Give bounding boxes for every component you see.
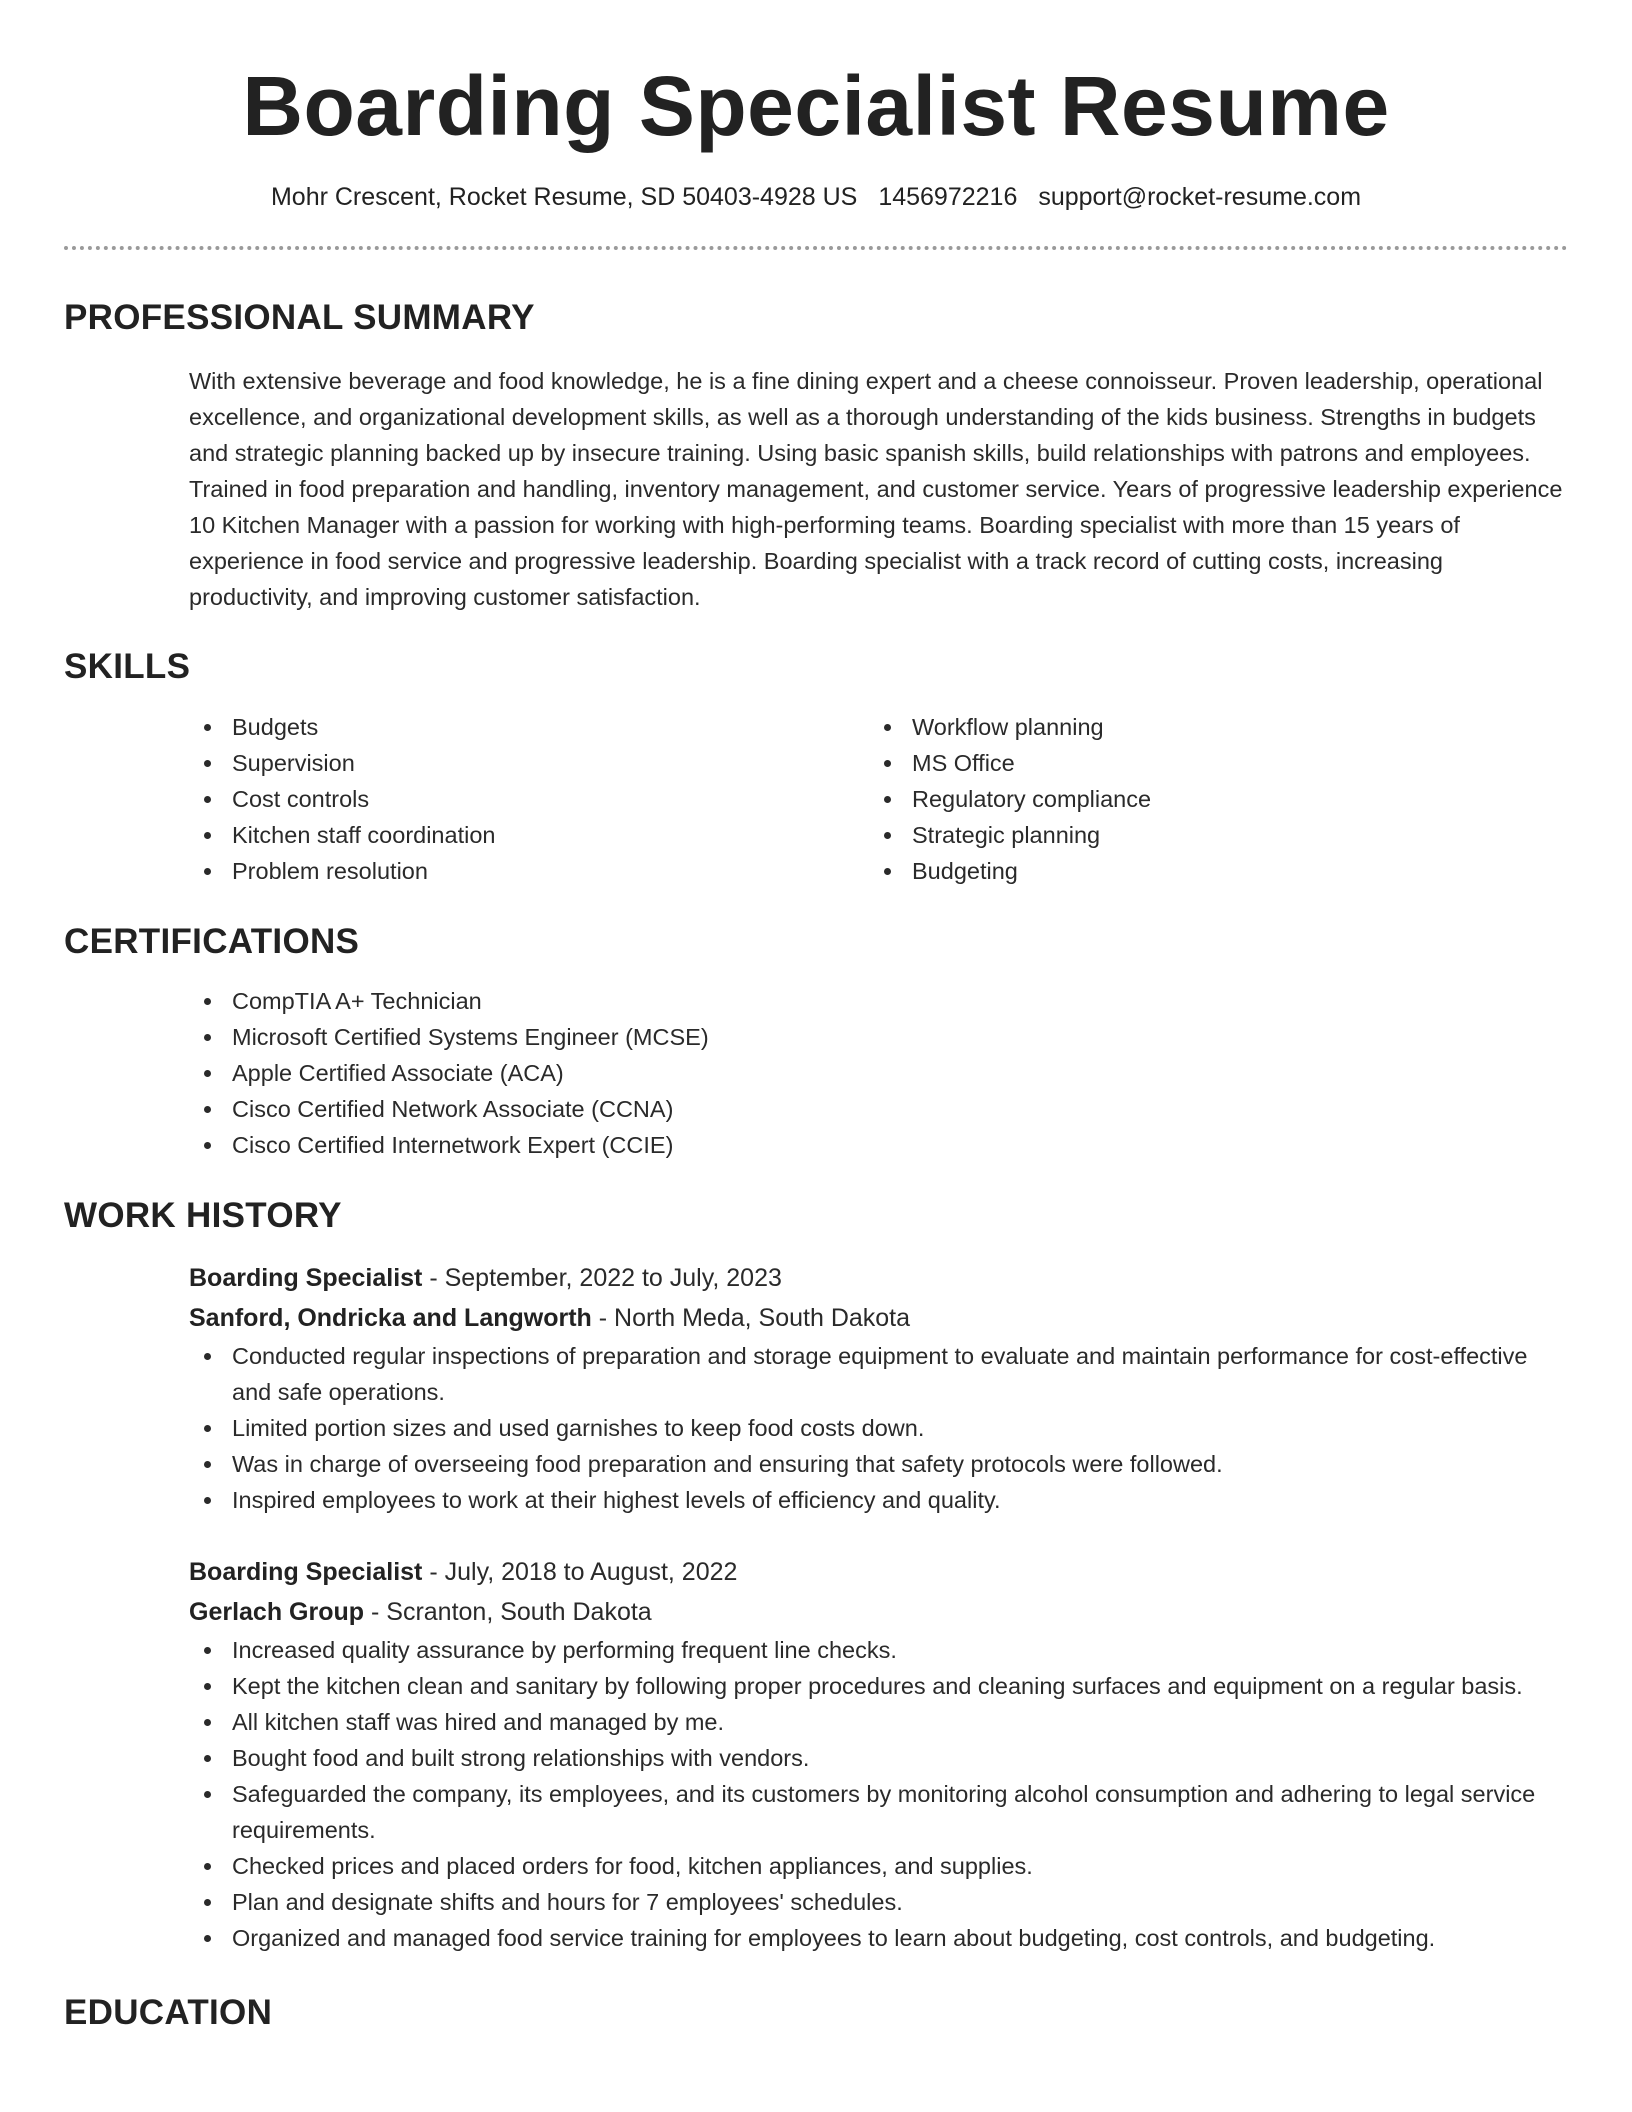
header-divider	[64, 246, 1568, 250]
job-company-line	[189, 1592, 1568, 1632]
job-title-line	[189, 1552, 1568, 1592]
job-bullet: Kept the kitchen clean and sanitary by following proper procedures and cleaning surfaces and equipment on a regular basis.	[189, 1668, 1568, 1704]
job-company: Gerlach Group	[189, 1598, 365, 1626]
job-bullet: Safeguarded the company, its employees, and its customers by monitoring alcohol consumption and adhering to legal service requirements.	[189, 1776, 1568, 1848]
certification-item: CompTIA A+ Technician	[189, 983, 1568, 1019]
skills-column-right	[869, 709, 1549, 889]
job-company-line	[189, 1298, 1568, 1338]
resume-title: Boarding Specialist Resume	[242, 59, 1390, 153]
skill-item: Strategic planning	[869, 817, 1549, 853]
job-entry	[189, 1552, 1568, 1956]
skill-item: Cost controls	[189, 781, 869, 817]
certification-item: Apple Certified Associate (ACA)	[189, 1055, 1568, 1091]
contact-email: support@rocket-resume.com	[1038, 183, 1362, 211]
job-dates: - July, 2018 to August, 2022	[422, 1558, 738, 1586]
job-bullet: Increased quality assurance by performing frequent line checks.	[189, 1632, 1568, 1668]
job-bullet: Was in charge of overseeing food preparation and ensuring that safety protocols were followed.	[189, 1446, 1568, 1482]
job-entry	[189, 1258, 1568, 1518]
job-company: Sanford, Ondricka and Langworth	[189, 1304, 592, 1332]
job-dates: - September, 2022 to July, 2023	[422, 1264, 782, 1292]
resume-page	[64, 0, 1568, 2033]
section-title-work-history: WORK HISTORY	[64, 1196, 342, 1235]
job-bullet: All kitchen staff was hired and managed by me.	[189, 1704, 1568, 1740]
contact-address: Mohr Crescent, Rocket Resume, SD 50403-4928 US	[270, 183, 858, 211]
skill-item: Supervision	[189, 745, 869, 781]
certification-item: Cisco Certified Internetwork Expert (CCIE)	[189, 1127, 1568, 1163]
job-location: - Scranton, South Dakota	[364, 1598, 652, 1626]
job-bullet: Bought food and built strong relationships with vendors.	[189, 1740, 1568, 1776]
skill-item: Workflow planning	[869, 709, 1549, 745]
job-role: Boarding Specialist	[189, 1264, 423, 1292]
skill-item: MS Office	[869, 745, 1549, 781]
job-bullet: Inspired employees to work at their highest levels of efficiency and quality.	[189, 1482, 1568, 1518]
job-bullet: Limited portion sizes and used garnishes to keep food costs down.	[189, 1410, 1568, 1446]
skill-item: Budgets	[189, 709, 869, 745]
job-bullet: Conducted regular inspections of preparation and storage equipment to evaluate and maintain performance for cost-effective and safe operations.	[189, 1338, 1568, 1410]
job-bullet: Plan and designate shifts and hours for 7 employees' schedules.	[189, 1884, 1568, 1920]
job-bullet: Organized and managed food service training for employees to learn about budgeting, cost controls, and budgeting.	[189, 1920, 1568, 1956]
contact-line	[64, 182, 1568, 212]
skill-item: Budgeting	[869, 853, 1549, 889]
certification-item: Cisco Certified Network Associate (CCNA)	[189, 1091, 1568, 1127]
section-title-skills: SKILLS	[64, 647, 191, 686]
job-title-line	[189, 1258, 1568, 1298]
skills-column-left	[189, 709, 869, 889]
job-bullet: Checked prices and placed orders for food, kitchen appliances, and supplies.	[189, 1848, 1568, 1884]
job-bullets	[189, 1338, 1568, 1518]
section-title-summary: PROFESSIONAL SUMMARY	[64, 298, 535, 337]
section-title-certifications: CERTIFICATIONS	[64, 922, 360, 961]
skills-list	[189, 709, 1568, 889]
section-title-education: EDUCATION	[64, 1993, 273, 2032]
certification-item: Microsoft Certified Systems Engineer (MCSE)	[189, 1019, 1568, 1055]
skill-item: Problem resolution	[189, 853, 869, 889]
job-location: - North Meda, South Dakota	[591, 1304, 911, 1332]
job-bullets	[189, 1632, 1568, 1956]
contact-phone: 1456972216	[878, 183, 1018, 211]
skill-item: Regulatory compliance	[869, 781, 1549, 817]
skill-item: Kitchen staff coordination	[189, 817, 869, 853]
certifications-list	[189, 983, 1568, 1163]
job-role: Boarding Specialist	[189, 1558, 423, 1586]
summary-text: With extensive beverage and food knowledge, he is a fine dining expert and a cheese connoisseur. Proven leadership, operational excellence, and organizational development skills, as well as a thorough understanding of the kids business. Strengths in budgets and strategic planning backed up by insecure training. Using basic spanish skills, build relationships with patrons and employees. Trained in food preparation and handling, inventory management, and customer service. Years of progressive leadership experience 10 Kitchen Manager with a passion for working with high-performing teams. Boarding specialist with more than 15 years of experience in food service and progressive leadership. Boarding specialist with a track record of cutting costs, increasing productivity, and improving customer satisfaction.	[189, 368, 1563, 610]
